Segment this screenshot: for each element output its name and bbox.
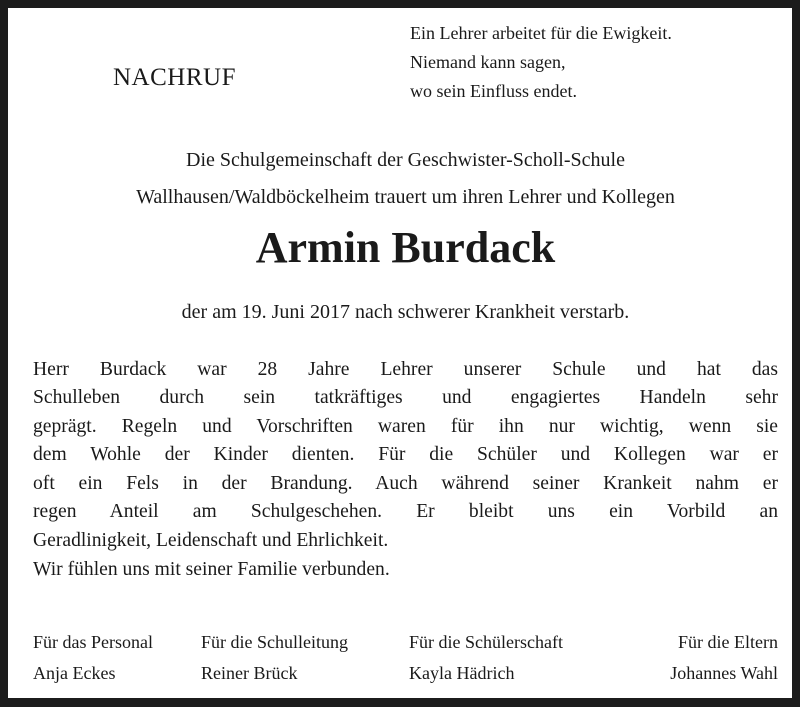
quote-line: Niemand kann sagen,: [410, 52, 566, 72]
signature-name: Kayla Hädrich: [409, 663, 515, 683]
signature-role: Für die Schülerschaft: [409, 632, 563, 652]
body-line: Wir fühlen uns mit seiner Familie verbunden.: [33, 559, 390, 580]
signature-role: Für das Personal: [33, 632, 153, 652]
quote-line: wo sein Einfluss endet.: [410, 81, 577, 101]
body-line: Herr Burdack war 28 Jahre Lehrer unserer Schule und hat das: [33, 359, 778, 380]
body-line: regen Anteil am Schulgeschehen. Er bleibt uns ein Vorbild an: [33, 501, 778, 522]
body-line: oft ein Fels in der Brandung. Auch während seiner Krankeit nahm er: [33, 473, 778, 494]
signature-name: Reiner Brück: [201, 663, 298, 683]
intro-line: Wallhausen/Waldböckelheim trauert um ihren Lehrer und Kollegen: [136, 186, 675, 208]
obituary-notice: [8, 8, 792, 698]
signature-name: Johannes Wahl: [670, 663, 778, 683]
death-line: der am 19. Juni 2017 nach schwerer Krankheit verstarb.: [181, 301, 630, 323]
body-line: dem Wohle der Kinder dienten. Für die Schüler und Kollegen war er: [33, 444, 778, 465]
body-line: Schulleben durch sein tatkräftiges und engagiertes Handeln sehr: [33, 387, 778, 408]
deceased-name: Armin Burdack: [255, 223, 556, 272]
signature-role: Für die Eltern: [678, 632, 778, 652]
notice-title: NACHRUF: [113, 64, 236, 91]
signature-role: Für die Schulleitung: [201, 632, 348, 652]
signature-name: Anja Eckes: [33, 663, 116, 683]
body-line: geprägt. Regeln und Vorschriften waren für ihn nur wichtig, wenn sie: [33, 416, 778, 437]
quote-line: Ein Lehrer arbeitet für die Ewigkeit.: [410, 23, 672, 43]
body-line: Geradlinigkeit, Leidenschaft und Ehrlichkeit.: [33, 530, 389, 551]
intro-line: Die Schulgemeinschaft der Geschwister-Scholl-Schule: [186, 149, 625, 171]
